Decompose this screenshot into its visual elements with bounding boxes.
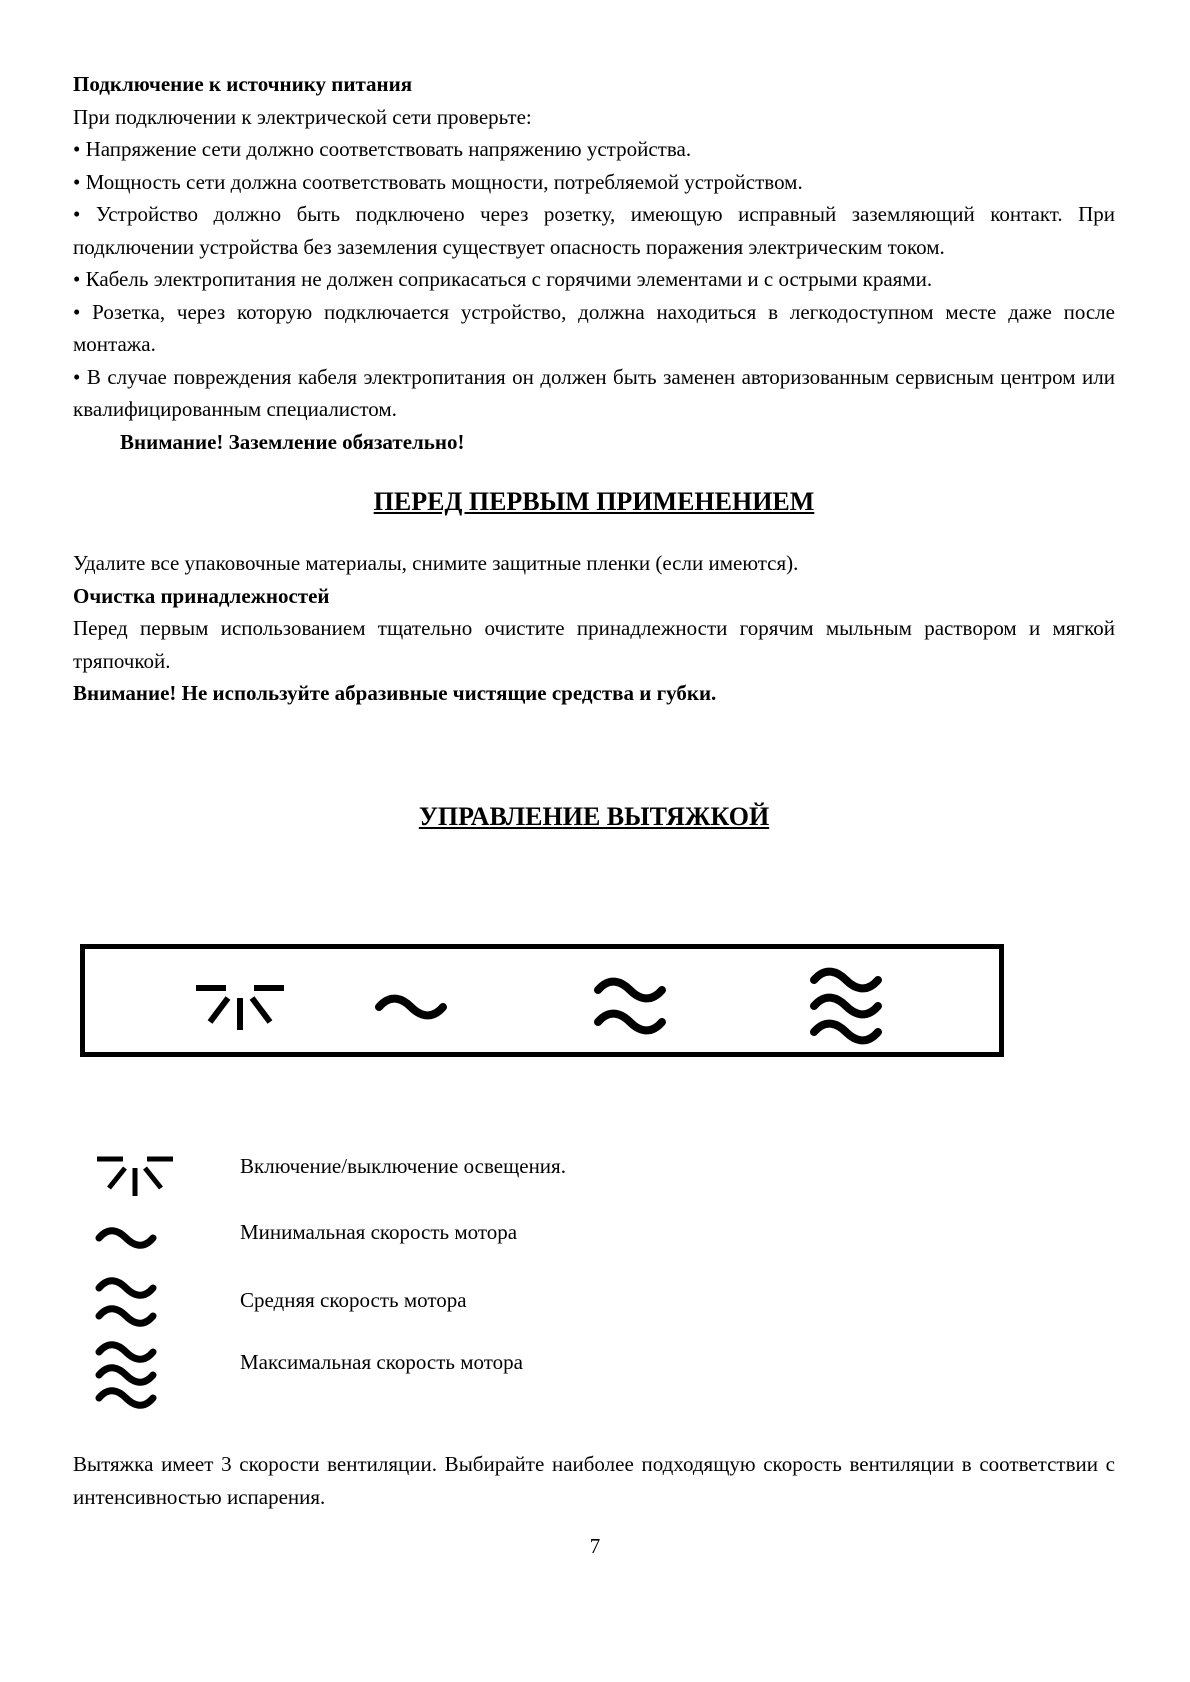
speed-1-icon [375,993,447,1025]
speed-3-icon [810,966,882,1048]
page-number: 7 [589,1534,601,1558]
before-use-heading: ПЕРЕД ПЕРВЫМ ПРИМЕНЕНИЕМ [373,487,815,516]
grounding-warning: Внимание! Заземление обязательно! [120,429,465,454]
power-bullet: • Розетка, через которую подключается устройство, должна находиться в легкодоступном месте даже после монтажа. [73,299,1115,356]
control-heading: УПРАВЛЕНИЕ ВЫТЯЖКОЙ [418,801,770,831]
speed-2-icon [95,1274,157,1330]
ventilation-text: Вытяжка имеет 3 скорости вентиляции. Выбирайте наиболее подходящую скорость вентиляции в соответствии с интенсивностью испарения. [73,1452,1115,1509]
power-bullet: • Мощность сети должна соответствовать мощности, потребляемой устройством. [73,169,803,194]
light-icon [95,1154,175,1200]
control-panel [80,944,1004,1057]
power-intro: При подключении к электрической сети проверьте: [73,104,532,129]
legend-text: Средняя скорость мотора [240,1288,467,1312]
power-bullet: • Устройство должно быть подключено через розетку, имеющую исправный заземляющий контакт. При подключении устройства без заземления существует опасность поражения электрическим током. [73,202,1115,259]
cleaning-text: Перед первым использованием тщательно очистите принадлежности горячим мыльным раствором и мягкой тряпочкой. [73,616,1115,673]
abrasive-warning: Внимание! Не используйте абразивные чистящие средства и губки. [73,681,717,705]
power-bullet: • Напряжение сети должно соответствовать напряжению устройства. [73,137,692,161]
light-icon [194,982,286,1034]
speed-3-icon [95,1340,157,1410]
cleaning-title: Очистка принадлежностей [73,583,330,608]
legend-text: Включение/выключение освещения. [240,1154,566,1178]
legend-text: Минимальная скорость мотора [240,1220,518,1244]
power-bullet: • Кабель электропитания не должен соприкасаться с горячими элементами и с острыми краями. [73,267,933,291]
page-content [73,68,1115,833]
speed-1-icon [95,1226,157,1252]
speed-2-icon [594,974,666,1040]
power-title: Подключение к источнику питания [73,72,413,96]
power-bullet: • В случае повреждения кабеля электропитания он должен быть заменен авторизованным сервисным центром или квалифицированным специалистом. [73,364,1115,421]
remove-packaging-text: Удалите все упаковочные материалы, снимите защитные пленки (если имеются). [73,551,799,575]
legend-text: Максимальная скорость мотора [240,1350,523,1374]
